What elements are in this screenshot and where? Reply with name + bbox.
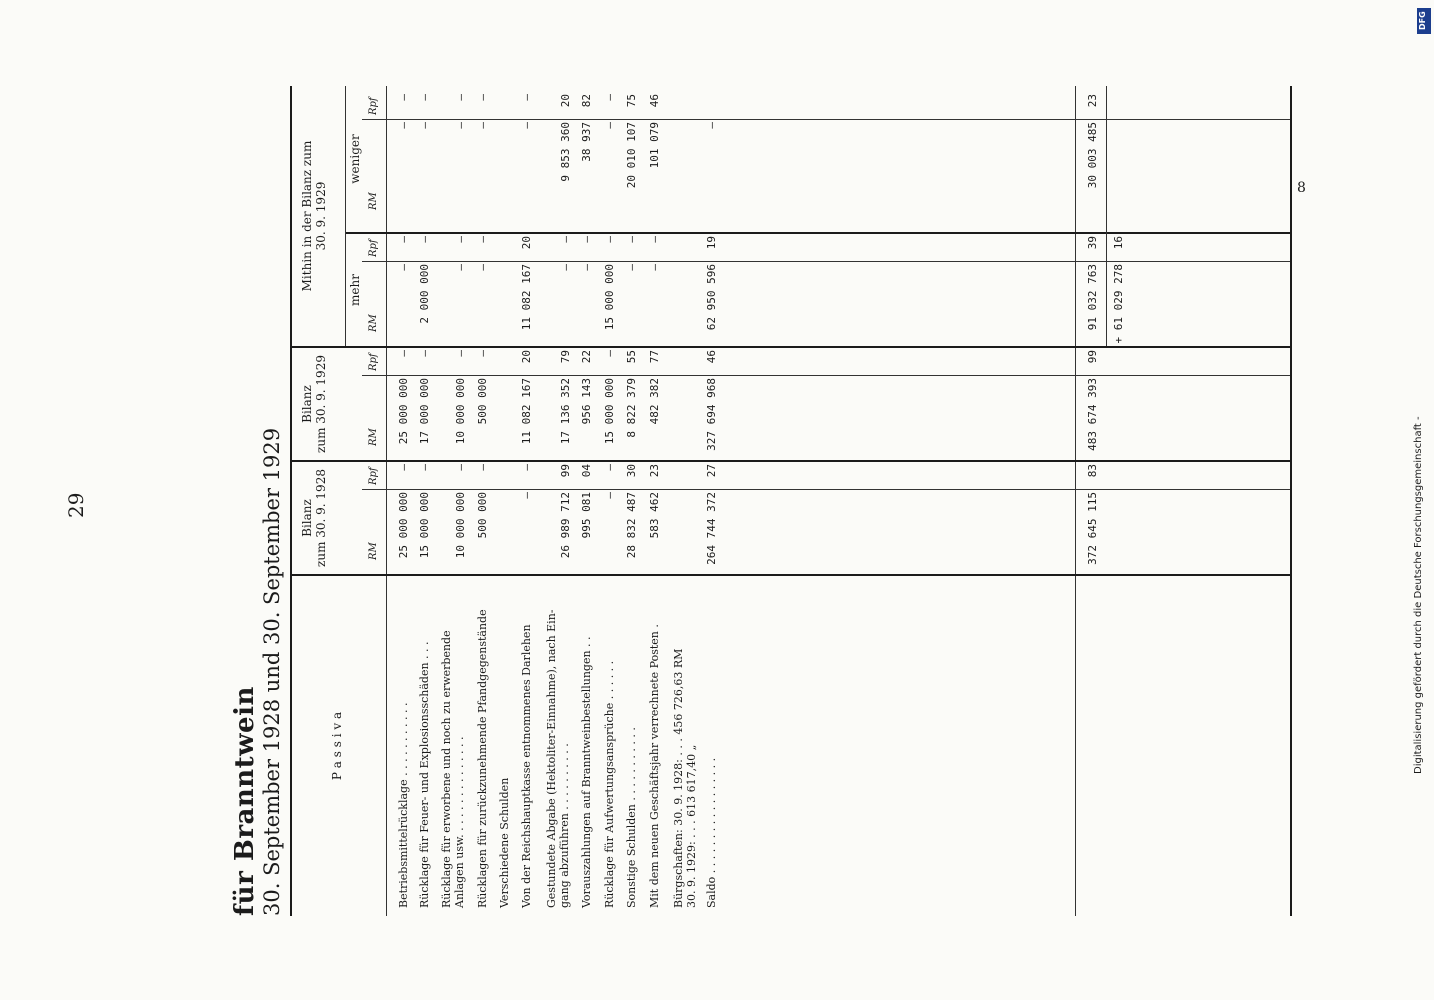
cell-mehr-rm: 15 000 000 — [603, 264, 616, 331]
total-weniger-pf: 23 — [1086, 94, 1099, 108]
cell-b29-pf: 20 — [520, 350, 533, 364]
cell-b29-pf: 77 — [648, 350, 661, 364]
header-mehr: mehr — [348, 274, 362, 306]
cell-b29-pf: — — [603, 350, 616, 357]
unit-rpf-1928: Rpf — [368, 467, 379, 485]
total-1928-rm: 372 645 115 — [1086, 492, 1099, 565]
pf-sep-mehr — [362, 261, 1290, 262]
cell-b29-pf: — — [476, 350, 489, 357]
cell-b28-pf: — — [418, 464, 431, 471]
cell-b29-rm: 11 082 167 — [520, 378, 533, 445]
cell-weniger-rm: — — [705, 122, 718, 129]
col-sep-label — [292, 574, 1290, 576]
unit-rpf-weniger: Rpf — [368, 97, 379, 115]
cell-b28-pf: — — [603, 464, 616, 471]
header-bilanz-1928: Bilanz zum 30. 9. 1928 — [300, 469, 328, 567]
dfg-credit — [1413, 394, 1425, 774]
cell-b29-pf: — — [454, 350, 467, 357]
cell-b28-pf: — — [520, 464, 533, 471]
cell-mehr-pf: — — [476, 236, 489, 243]
cell-b29-rm: 482 382 — [648, 378, 661, 425]
cell-mehr-rm: — — [648, 264, 661, 271]
cell-b28-pf: 99 — [559, 464, 572, 478]
cell-b29-rm: 15 000 000 — [603, 378, 616, 445]
cell-b29-rm: 17 000 000 — [418, 378, 431, 445]
cell-b29-pf: 22 — [580, 350, 593, 364]
row-label: Rücklage für Aufwertungsansprüche . . . . . . — [603, 660, 616, 908]
col-sep-mehr — [345, 232, 1290, 234]
header-passiva: P a s s i v a — [330, 711, 344, 781]
cell-b28-rm: 15 000 000 — [418, 492, 431, 559]
cell-weniger-rm: 9 853 360 — [559, 122, 572, 182]
dfg-credit-text: Digitalisierung gefördert durch die Deutsche Forschungsgemeinschaft - — [1413, 416, 1424, 774]
cell-b29-pf: — — [418, 350, 431, 357]
cell-b28-pf: — — [397, 464, 410, 471]
cell-b28-pf: — — [454, 464, 467, 471]
row-label: Gestundete Abgabe (Hektoliter-Einnahme), nach Ein- gang abzuführen . . . . . . . . . . — [545, 609, 571, 908]
difference-pf: 16 — [1112, 236, 1125, 250]
cell-weniger-rm: — — [418, 122, 431, 129]
cell-weniger-pf: 46 — [648, 94, 661, 108]
row-label: Rücklage für Feuer- und Explosionsschäden . . . — [418, 641, 431, 908]
cell-weniger-pf: — — [418, 94, 431, 101]
difference-rule — [1106, 86, 1107, 346]
side-mark: 8 — [1297, 180, 1306, 196]
cell-b29-pf: 55 — [625, 350, 638, 364]
cell-weniger-pf: — — [603, 94, 616, 101]
cell-mehr-rm: — — [476, 264, 489, 271]
cell-mehr-pf: — — [559, 236, 572, 243]
cell-b28-rm: 995 081 — [580, 492, 593, 539]
row-label: Mit dem neuen Geschäftsjahr verrechnete Posten . — [648, 624, 661, 908]
row-label: Rücklage für erworbene und noch zu erwerbende Anlagen usw. . . . . . . . . . . . . . . — [440, 630, 466, 908]
cell-b28-pf: 30 — [625, 464, 638, 478]
cell-mehr-pf: — — [397, 236, 410, 243]
cell-b29-pf: 46 — [705, 350, 718, 364]
header-weniger: weniger — [348, 134, 362, 184]
cell-weniger-rm: 20 010 107 — [625, 122, 638, 189]
row-label: Saldo . . . . . . . . . . . . . . . . . — [705, 757, 718, 908]
cell-b28-pf: 04 — [580, 464, 593, 478]
cell-weniger-rm: — — [520, 122, 533, 129]
row-label: Rücklagen für zurückzunehmende Pfandgegenstände — [476, 609, 489, 908]
row-label: Vorauszahlungen auf Branntweinbestellungen . . — [580, 636, 593, 908]
cell-mehr-rm: — — [625, 264, 638, 271]
cell-mehr-rm: — — [580, 264, 593, 271]
col-sep-1929 — [292, 346, 1290, 348]
cell-b28-rm: 28 832 487 — [625, 492, 638, 559]
page-title: für Branntwein — [230, 686, 260, 916]
unit-rpf-mehr: Rpf — [368, 239, 379, 257]
cell-b28-rm: 10 000 000 — [454, 492, 467, 559]
page-subtitle: 30. September 1928 und 30. September 1929 — [260, 427, 284, 916]
cell-b29-rm: 327 694 968 — [705, 378, 718, 451]
cell-b28-pf: 27 — [705, 464, 718, 478]
unit-rm-1929: RM — [368, 428, 379, 446]
cell-weniger-pf: — — [476, 94, 489, 101]
cell-b28-rm: 583 462 — [648, 492, 661, 539]
total-mehr-rm: 91 032 763 — [1086, 264, 1099, 331]
dfg-logo — [1417, 8, 1431, 34]
unit-rm-mehr: RM — [368, 314, 379, 332]
col-sep-1928 — [292, 460, 1290, 462]
cell-mehr-rm: — — [559, 264, 572, 271]
cell-b28-rm: — — [520, 492, 533, 499]
cell-mehr-pf: — — [454, 236, 467, 243]
header-bilanz-1929: Bilanz zum 30. 9. 1929 — [300, 355, 328, 453]
sum-rule — [1075, 86, 1076, 916]
cell-weniger-rm: — — [397, 122, 410, 129]
cell-b28-rm: 264 744 372 — [705, 492, 718, 565]
cell-b29-pf: 79 — [559, 350, 572, 364]
row-label: Von der Reichshauptkasse entnommenes Darlehen — [520, 624, 533, 908]
cell-mehr-pf: — — [603, 236, 616, 243]
cell-weniger-pf: 75 — [625, 94, 638, 108]
cell-mehr-pf: — — [580, 236, 593, 243]
cell-weniger-pf: — — [397, 94, 410, 101]
pf-sep-1929 — [362, 375, 1290, 376]
table-top-rule — [290, 86, 292, 916]
total-1928-pf: 83 — [1086, 464, 1099, 478]
total-weniger-rm: 30 003 485 — [1086, 122, 1099, 189]
header-mithin: Mithin in der Bilanz zum 30. 9. 1929 — [300, 140, 328, 292]
cell-mehr-rm: 2 000 000 — [418, 264, 431, 324]
cell-mehr-pf: — — [418, 236, 431, 243]
cell-b29-rm: 500 000 — [476, 378, 489, 425]
cell-mehr-pf: 19 — [705, 236, 718, 250]
cell-mehr-pf: 20 — [520, 236, 533, 250]
cell-b28-pf: — — [476, 464, 489, 471]
cell-weniger-pf: — — [520, 94, 533, 101]
cell-b28-rm: 26 989 712 — [559, 492, 572, 559]
cell-b29-pf: — — [397, 350, 410, 357]
cell-weniger-rm: — — [476, 122, 489, 129]
row-label: Bürgschaften: 30. 9. 1928: . . . 456 726,63 RM 30. 9. 1929: . . . 613 617,40 „ — [672, 648, 698, 908]
dfg-logo-text: DFG — [1418, 11, 1427, 30]
cell-b29-rm: 956 143 — [580, 378, 593, 425]
cell-mehr-pf: — — [625, 236, 638, 243]
unit-rpf-1929: Rpf — [368, 353, 379, 371]
pf-sep-1928 — [362, 489, 1290, 490]
table-bottom-rule — [1290, 86, 1292, 916]
cell-b28-rm: 500 000 — [476, 492, 489, 539]
difference-rm: + 61 029 278 — [1112, 264, 1125, 344]
cell-weniger-rm: 101 079 — [648, 122, 661, 169]
cell-b29-rm: 8 822 379 — [625, 378, 638, 438]
mithin-rule — [345, 86, 346, 346]
cell-mehr-rm: — — [454, 264, 467, 271]
total-mehr-pf: 39 — [1086, 236, 1099, 250]
cell-mehr-rm: 62 950 596 — [705, 264, 718, 331]
row-label: Verschiedene Schulden — [498, 777, 511, 908]
cell-weniger-rm: — — [603, 122, 616, 129]
unit-rm-1928: RM — [368, 542, 379, 560]
row-label: Betriebsmittelrücklage . . . . . . . . . . . — [397, 702, 410, 908]
cell-b28-pf: 23 — [648, 464, 661, 478]
header-rule — [386, 86, 387, 916]
cell-mehr-pf: — — [648, 236, 661, 243]
row-label: Sonstige Schulden . . . . . . . . . . . — [625, 727, 638, 908]
cell-mehr-rm: — — [397, 264, 410, 271]
total-1929-rm: 483 674 393 — [1086, 378, 1099, 451]
cell-weniger-pf: — — [454, 94, 467, 101]
cell-b29-rm: 10 000 000 — [454, 378, 467, 445]
cell-weniger-rm: — — [454, 122, 467, 129]
unit-rm-weniger: RM — [368, 192, 379, 210]
total-1929-pf: 99 — [1086, 350, 1099, 364]
cell-weniger-pf: 20 — [559, 94, 572, 108]
cell-b28-rm: 25 000 000 — [397, 492, 410, 559]
cell-weniger-pf: 82 — [580, 94, 593, 108]
cell-mehr-rm: 11 082 167 — [520, 264, 533, 331]
pf-sep-weniger — [362, 119, 1290, 120]
cell-b29-rm: 25 000 000 — [397, 378, 410, 445]
page-number: 29 — [64, 492, 88, 518]
cell-b28-rm: — — [603, 492, 616, 499]
cell-weniger-rm: 38 937 — [580, 122, 593, 162]
cell-b29-rm: 17 136 352 — [559, 378, 572, 445]
